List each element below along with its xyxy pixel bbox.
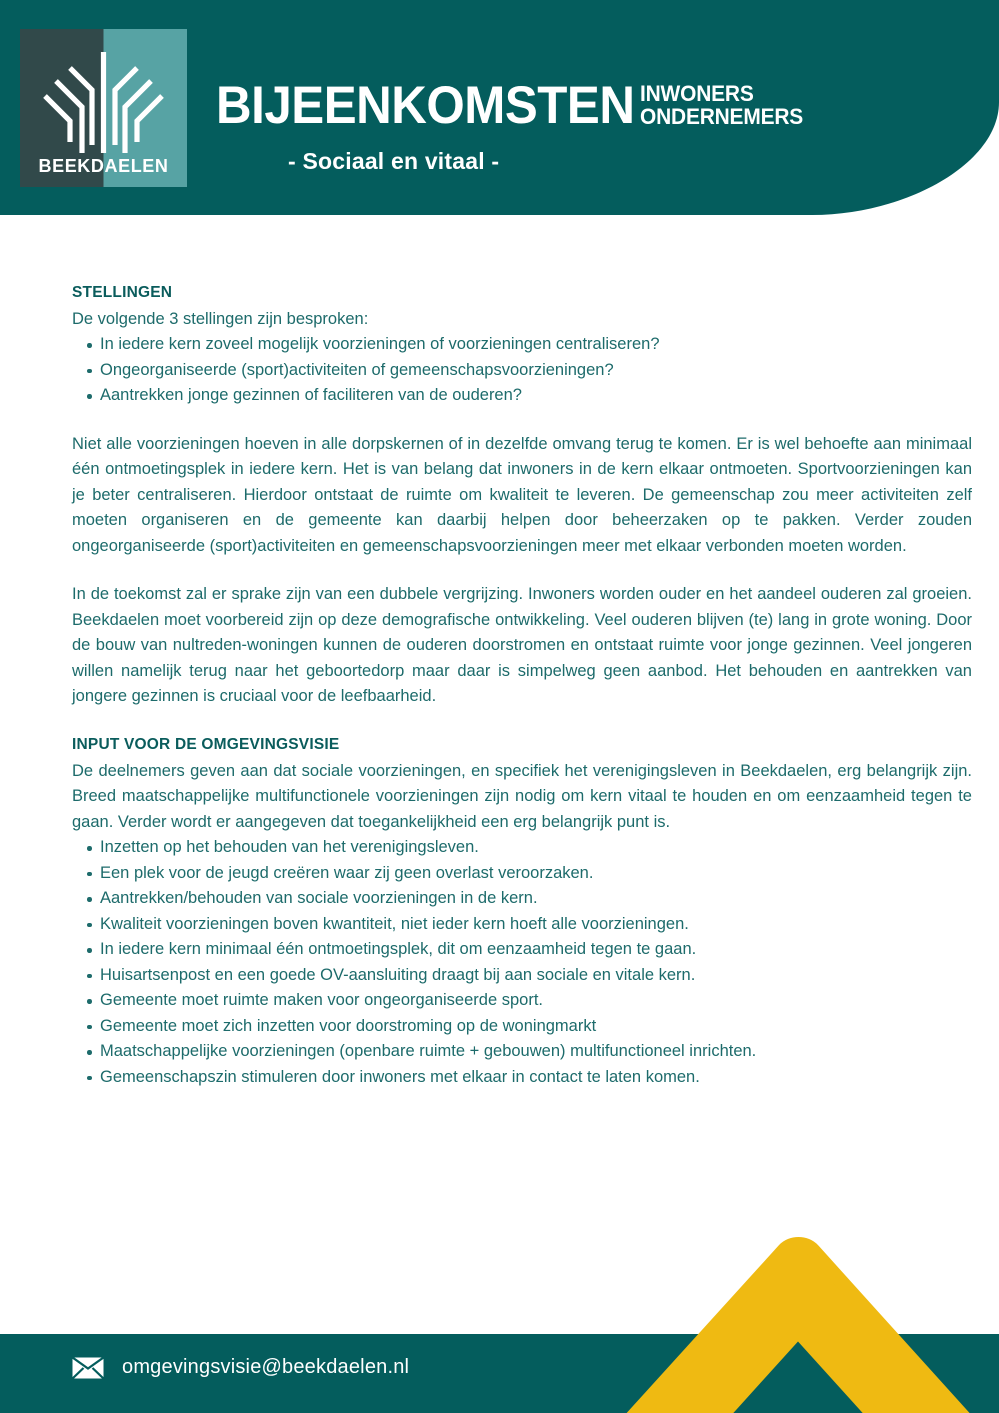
header-title-block [216, 76, 936, 175]
list-item: Huisartsenpost en een goede OV-aansluiting draagt bij aan sociale en vitale kern. [72, 963, 972, 988]
list-item: Ongeorganiseerde (sport)activiteiten of gemeenschapsvoorzieningen? [72, 358, 972, 383]
page-header [0, 0, 999, 216]
list-item: Gemeente moet ruimte maken voor ongeorganiseerde sport. [72, 988, 972, 1013]
footer-email[interactable]: omgevingsvisie@beekdaelen.nl [122, 1356, 410, 1378]
page-title: BIJEENKOMSTEN [216, 76, 635, 135]
header-audience-ondernemers: ONDERNEMERS [639, 104, 804, 130]
list-item: Gemeente moet zich inzetten voor doorstroming op de woningmarkt [72, 1014, 972, 1039]
list-item: Gemeenschapszin stimuleren door inwoners met elkaar in contact te laten komen. [72, 1065, 972, 1090]
spacer [72, 710, 972, 736]
stellingen-list [72, 332, 972, 408]
omgevingsvisie-intro: De deelnemers geven aan dat sociale voorzieningen, en specifiek het verenigingsleven in Beekdaelen, erg belangrijk zijn. Breed maatschappelijke multifunctionele voorzieningen zijn nodig om kern vitaal te houden en om eenzaamheid tegen te gaan. Verder wordt er aangegeven dat toegankelijkheid een erg belangrijk punt is. [72, 761, 972, 831]
omgevingsvisie-heading: INPUT VOOR DE OMGEVINGSVISIE [72, 735, 340, 753]
beekdaelen-logo [20, 29, 187, 187]
list-item: Inzetten op het behouden van het verenigingsleven. [72, 835, 972, 860]
omgevingsvisie-list [72, 835, 972, 1090]
header-audience-inwoners: INWONERS [639, 81, 754, 107]
spacer [72, 409, 972, 432]
envelope-icon [72, 1357, 104, 1379]
stellingen-intro: De volgende 3 stellingen zijn besproken: [72, 310, 369, 328]
list-item: Maatschappelijke voorzieningen (openbare ruimte + gebouwen) multifunctioneel inrichten. [72, 1039, 972, 1064]
header-title-row [216, 76, 936, 135]
footer-contact[interactable] [72, 1356, 409, 1379]
spacer [72, 559, 972, 582]
stellingen-heading: STELLINGEN [72, 284, 173, 301]
body-paragraph-2: In de toekomst zal er sprake zijn van een dubbele vergrijzing. Inwoners worden ouder en het aandeel ouderen zal groeien. Beekdaelen moet voorbereid zijn op deze demografische ontwikkeling. Veel ouderen blijven (te) lang in grote woning. Door de bouw van nultreden-woningen kunnen de ouderen doorstromen en ontstaat ruimte voor jonge gezinnen. Veel jongeren willen namelijk terug naar het geboortedorp maar daar is simpelweg geen aanbod. Het behouden en aantrekken van jongere gezinnen is cruciaal voor de leefbaarheid. [72, 585, 972, 706]
list-item: In iedere kern minimaal één ontmoetingsplek, dit om eenzaamheid tegen te gaan. [72, 937, 972, 962]
logo-wordmark: BEEKDAELEN [38, 156, 169, 176]
list-item: Aantrekken jonge gezinnen of faciliteren van de ouderen? [72, 383, 972, 408]
header-tagline: - Sociaal en vitaal - [288, 148, 500, 174]
logo-artwork [20, 29, 187, 187]
header-audience-stack [640, 83, 815, 129]
list-item: Aantrekken/behouden van sociale voorzieningen in de kern. [72, 886, 972, 911]
list-item: Een plek voor de jeugd creëren waar zij geen overlast veroorzaken. [72, 861, 972, 886]
list-item: Kwaliteit voorzieningen boven kwantiteit, niet ieder kern hoeft alle voorzieningen. [72, 912, 972, 937]
document-content [72, 284, 972, 1090]
list-item: In iedere kern zoveel mogelijk voorzieningen of voorzieningen centraliseren? [72, 332, 972, 357]
body-paragraph-1: Niet alle voorzieningen hoeven in alle dorpskernen of in dezelfde omvang terug te komen. Er is wel behoefte aan minimaal één ontmoetingsplek in iedere kern. Het is van belang dat inwoners in de kern elkaar ontmoeten. Sportvoorzieningen kan je beter centraliseren. Hierdoor ontstaat de ruimte om kwaliteit te leveren. De gemeenschap zou meer activiteiten zelf moeten organiseren en de gemeente kan daarbij helpen door beheerzaken op te pakken. Verder zouden ongeorganiseerde (sport)activiteiten en gemeenschapsvoorzieningen meer met elkaar verbonden moeten worden. [72, 434, 972, 555]
